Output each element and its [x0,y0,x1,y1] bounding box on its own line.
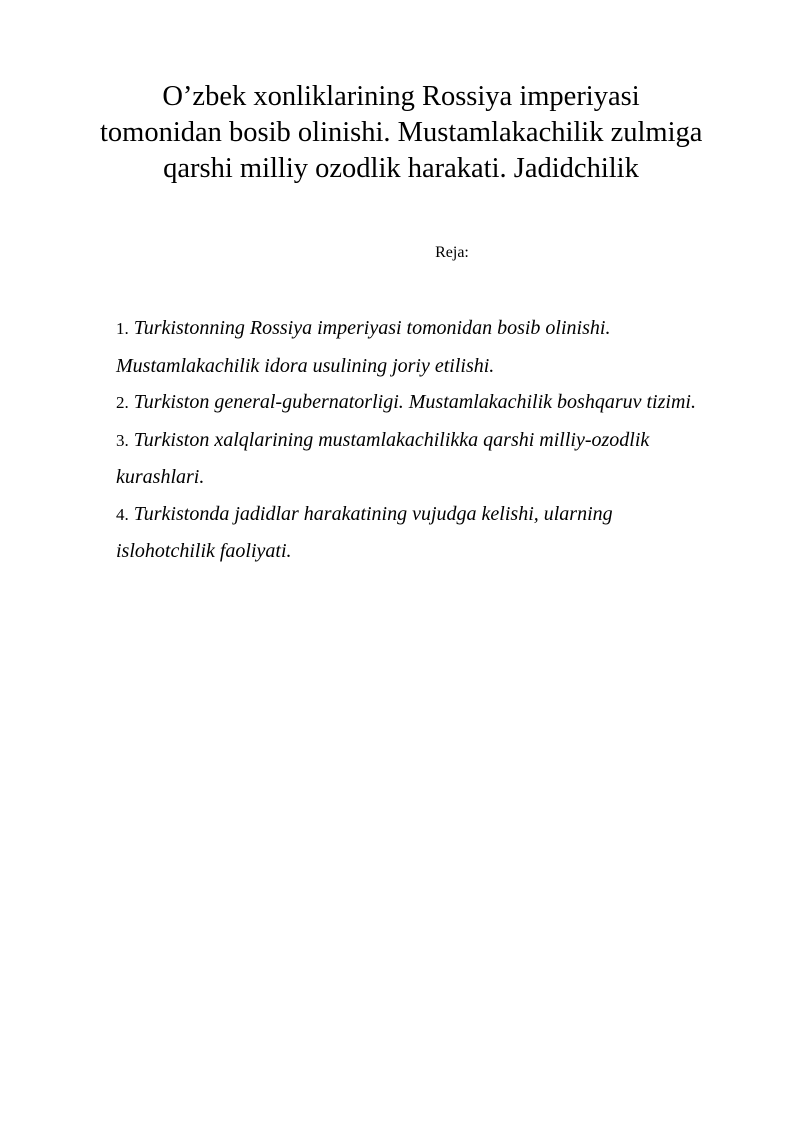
plan-item-line [116,422,756,460]
plan-item-text: Turkistonda jadidlar harakatining vujudga kelishi, ularning [133,502,613,525]
title-line: qarshi milliy ozodlik harakati. Jadidchilik [163,153,639,184]
plan-item-number: 1. [116,319,129,338]
plan-item-text: islohotchilik faoliyati. [116,540,292,562]
plan-item-text: Turkistonning Rossiya imperiyasi tomonidan bosib olinishi. [133,317,611,339]
plan-item-text: Turkiston xalqlarining mustamlakachilikka qarshi milliy-ozodlik [133,428,650,451]
document-title [100,79,702,187]
plan-item-3 [116,422,756,496]
plan-item-number: 4. [116,504,129,524]
plan-item-text: Mustamlakachilik idora usulining joriy etilishi. [116,354,495,377]
plan-heading: Reja: [435,244,469,261]
plan-item-4 [116,496,756,570]
plan-item-text: Turkiston general-gubernatorligi. Mustamlakachilik boshqaruv tizimi. [133,391,696,413]
plan-item-number: 3. [116,430,129,450]
plan-item-line [116,496,756,534]
plan-list [116,310,756,570]
plan-item-2 [116,384,756,422]
title-line: tomonidan bosib olinishi. Mustamlakachilik zulmiga [100,117,703,148]
plan-item-text: kurashlari. [116,466,205,488]
plan-item-number: 2. [116,393,129,412]
plan-item-line [116,310,756,348]
title-line: O’zbek xonliklarining Rossiya imperiyasi [162,81,640,112]
plan-item-1 [116,310,756,384]
plan-item-line [116,384,756,422]
